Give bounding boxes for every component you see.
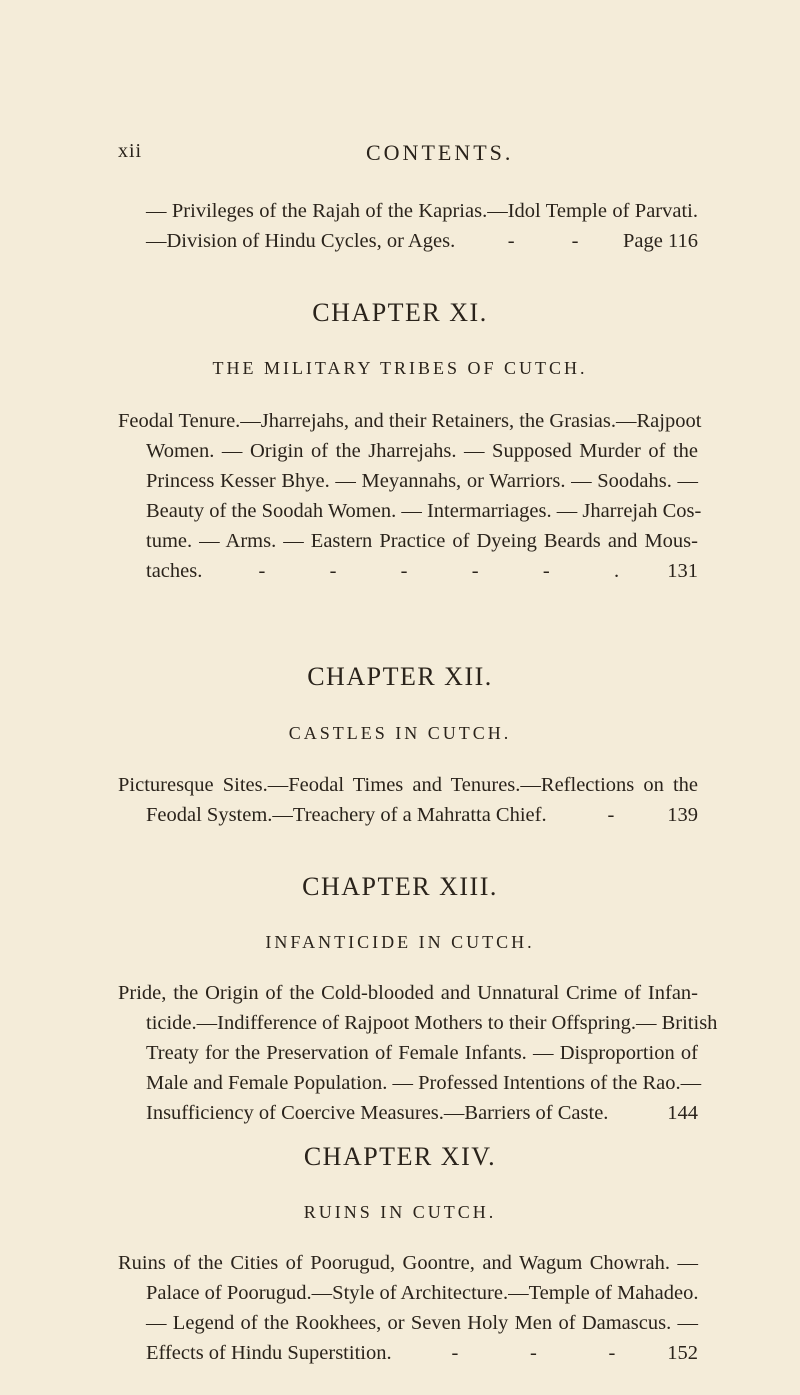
chapter-heading: CHAPTER XIII. bbox=[302, 872, 498, 901]
chapter-summary bbox=[118, 406, 702, 586]
chapter-heading: CHAPTER XII. bbox=[307, 662, 493, 691]
page-number: Page 116 bbox=[623, 230, 698, 252]
entry-last-line bbox=[118, 1098, 698, 1128]
entry-line: Picturesque Sites.—Feodal Times and Tenures.—Reflections on the bbox=[118, 774, 698, 796]
entry-line: Effects of Hindu Superstition. bbox=[146, 1342, 392, 1364]
entry-line: Feodal System.—Treachery of a Mahratta Chief. bbox=[146, 804, 547, 826]
chapter-subtitle: RUINS IN CUTCH. bbox=[303, 1202, 497, 1222]
chapter-subtitle: THE MILITARY TRIBES OF CUTCH. bbox=[212, 358, 588, 378]
entry-line: Feodal Tenure.—Jharrejahs, and their Retainers, the Grasias.—Rajpoot bbox=[118, 410, 702, 432]
entry-line: Treaty for the Preservation of Female Infants. — Disproportion of bbox=[146, 1042, 698, 1064]
page-number: 152 bbox=[667, 1342, 698, 1364]
page-number: 144 bbox=[667, 1102, 698, 1124]
entry-line: —Division of Hindu Cycles, or Ages. bbox=[146, 230, 456, 252]
entry-line: — Legend of the Rookhees, or Seven Holy Men of Damascus. — bbox=[146, 1312, 698, 1334]
page-number: 131 bbox=[667, 560, 698, 582]
dot-leader: - - - bbox=[451, 1342, 616, 1364]
entry-line: ticide.—Indifference of Rajpoot Mothers to their Offspring.— British bbox=[146, 1012, 718, 1034]
running-head bbox=[118, 140, 698, 170]
chapter-summary bbox=[118, 1248, 698, 1368]
entry-line: Princess Kesser Bhye. — Meyannahs, or Warriors. — Soodahs. — bbox=[146, 470, 698, 492]
chapter-subtitle: CASTLES IN CUTCH. bbox=[288, 723, 512, 743]
entry-line: Pride, the Origin of the Cold-blooded and Unnatural Crime of Infan- bbox=[118, 982, 698, 1004]
chapter-heading: CHAPTER XI. bbox=[312, 298, 488, 327]
dot-leader: - bbox=[607, 804, 615, 826]
chapter-heading: CHAPTER XIV. bbox=[303, 1142, 497, 1171]
running-title: CONTENTS. bbox=[366, 140, 514, 165]
chapter-summary bbox=[118, 978, 718, 1128]
entry-last-line bbox=[118, 800, 698, 830]
entry-line: Palace of Poorugud.—Style of Architecture.—Temple of Mahadeo. bbox=[146, 1282, 699, 1304]
entry-last-line bbox=[118, 556, 698, 586]
entry-line: Insufficiency of Coercive Measures.—Barriers of Caste. bbox=[146, 1102, 609, 1124]
page-number: 139 bbox=[667, 804, 698, 826]
entry-line: tume. — Arms. — Eastern Practice of Dyeing Beards and Mous- bbox=[146, 530, 698, 552]
entry-line: Women. — Origin of the Jharrejahs. — Supposed Murder of the bbox=[146, 440, 698, 462]
entry-line: taches. bbox=[146, 560, 203, 582]
continuation-entry bbox=[118, 196, 698, 256]
entry-line: Ruins of the Cities of Poorugud, Goontre, and Wagum Chowrah. — bbox=[118, 1252, 698, 1274]
entry-line: Male and Female Population. — Professed Intentions of the Rao.— bbox=[146, 1072, 702, 1094]
chapter-subtitle: INFANTICIDE IN CUTCH. bbox=[265, 932, 535, 952]
entry-last-line bbox=[118, 226, 698, 256]
page-folio: xii bbox=[118, 140, 143, 162]
chapter-summary bbox=[118, 770, 698, 830]
entry-line: Beauty of the Soodah Women. — Intermarriages. — Jharrejah Cos- bbox=[146, 500, 702, 522]
dot-leader: - - bbox=[507, 230, 579, 252]
entry-line: — Privileges of the Rajah of the Kaprias.—Idol Temple of Parvati. bbox=[146, 200, 698, 222]
dot-leader: - - - - - . bbox=[258, 560, 620, 582]
entry-last-line bbox=[118, 1338, 698, 1368]
